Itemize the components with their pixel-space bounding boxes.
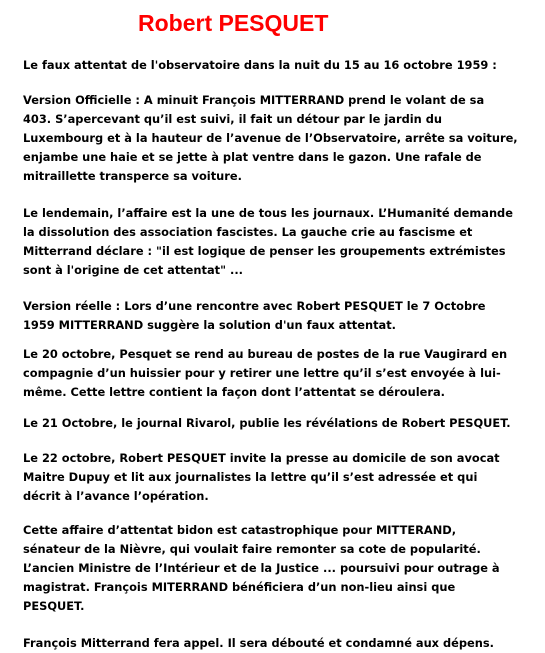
paragraph-line: Version Officielle : A minuit François MITTERRAND prend le volant de sa: [23, 93, 485, 107]
paragraph-line: la dissolution des association fascistes. La gauche crie au fascisme et: [23, 225, 473, 239]
paragraph-line: Le faux attentat de l'observatoire dans la nuit du 15 au 16 octobre 1959 :: [23, 58, 497, 72]
paragraph-line: sont à l'origine de cet attentat" ...: [23, 263, 243, 277]
paragraph-real-version: [23, 297, 485, 335]
paragraph-line: L’ancien Ministre de l’Intérieur et de la Justice ... poursuivi pour outrage à: [23, 561, 500, 575]
paragraph-line: François Mitterrand fera appel. Il sera débouté et condamné aux dépens.: [23, 636, 494, 650]
paragraph-line: Le 22 octobre, Robert PESQUET invite la presse au domicile de son avocat: [23, 451, 500, 465]
paragraph-intro: [23, 56, 497, 75]
page-title: Robert PESQUET: [138, 10, 329, 36]
paragraph-october-22: [23, 449, 500, 506]
paragraph-line: mitraillette transperce sa voiture.: [23, 169, 242, 183]
paragraph-next-day: [23, 204, 513, 280]
paragraph-line: 403. S’apercevant qu’il est suivi, il fait un détour par le jardin du: [23, 112, 442, 126]
paragraph-october-21: [23, 414, 511, 433]
paragraph-line: Le 21 Octobre, le journal Rivarol, publie les révélations de Robert PESQUET.: [23, 416, 511, 430]
paragraph-consequences: [23, 521, 500, 616]
paragraph-line: même. Cette lettre contient la façon dont l’attentat se déroulera.: [23, 385, 445, 399]
paragraph-official-version: [23, 91, 518, 186]
paragraph-line: magistrat. François MITERRAND bénéficiera d’un non-lieu ainsi que: [23, 580, 456, 594]
paragraph-line: Le 20 octobre, Pesquet se rend au bureau de postes de la rue Vaugirard en: [23, 347, 508, 361]
paragraph-line: sénateur de la Nièvre, qui voulait faire remonter sa cote de popularité.: [23, 542, 481, 556]
paragraph-line: Luxembourg et à la hauteur de l’avenue de l’Observatoire, arrête sa voiture,: [23, 131, 518, 145]
paragraph-line: Mitterrand déclare : "il est logique de penser les groupements extrémistes: [23, 244, 506, 258]
paragraph-line: Le lendemain, l’affaire est la une de tous les journaux. L’Humanité demande: [23, 206, 513, 220]
paragraph-appeal: [23, 634, 494, 653]
paragraph-line: Cette affaire d’attentat bidon est catastrophique pour MITTERAND,: [23, 523, 457, 537]
paragraph-line: PESQUET.: [23, 599, 85, 613]
paragraph-line: 1959 MITTERRAND suggère la solution d'un faux attentat.: [23, 318, 396, 332]
paragraph-line: Maitre Dupuy et lit aux journalistes la lettre qu’il s’est adressée et qui: [23, 470, 478, 484]
paragraph-line: Version réelle : Lors d’une rencontre avec Robert PESQUET le 7 Octobre: [23, 299, 486, 313]
paragraph-october-20: [23, 345, 507, 402]
paragraph-line: enjambe une haie et se jette à plat ventre dans le gazon. Une rafale de: [23, 150, 482, 164]
paragraph-line: compagnie d’un huissier pour y retirer une lettre qu’il s’est envoyée à lui-: [23, 366, 501, 380]
paragraph-line: décrit à l’avance l’opération.: [23, 489, 209, 503]
